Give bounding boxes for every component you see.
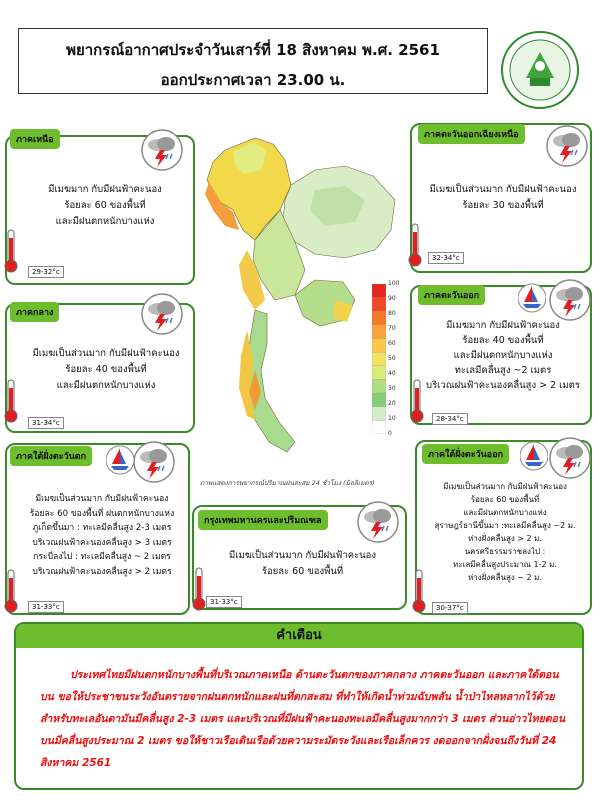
- legend-swatch: [372, 407, 386, 421]
- warning-text: ประเทศไทยมีฝนตกหนักบางพื้นที่บริเวณภาคเหนือ ด้านตะวันตกของภาคกลาง ภาคตะวันออก และภาคใต้ตอนบน ขอให้ประชาชนระวังอันตรายจากฝนตกหนักและฝนที่ตกสะสม ที่ทำให้เกิดน้ำท่วมฉับพลัน น้ำป่าไหลหลากไว้ด้วย สำหรับทะเลอันดามันมีคลื่นสูง 2-3 เมตร และบริเวณที่มีฝนฟ้าคะนองทะเลมีคลื่นสูงมากกว่า 3 เมตร ส่วนอ่าวไทยตอนบนมีคลื่นสูงประมาณ 2 เมตร ขอให้ชาวเรือเดินเรือด้วยความระมัดระวังและเรือเล็กควร งดออกจากฝั่งจนถึงวันที่ 24 สิงหาคม 2561: [40, 669, 566, 769]
- thunderstorm-icon: [548, 278, 592, 322]
- thermometer-icon: [410, 378, 424, 424]
- legend-swatch: [372, 366, 386, 380]
- temp-central: 31-34°c: [28, 417, 64, 429]
- region-name-east: ภาคตะวันออก: [418, 285, 485, 305]
- thunderstorm-icon: [140, 292, 184, 336]
- thermometer-icon: [4, 378, 18, 424]
- thermometer-icon: [412, 568, 426, 614]
- thunderstorm-icon: [548, 436, 592, 480]
- forecast-text-north: มีเมฆมาก กับมีฝนฟ้าคะนอง ร้อยละ 60 ของพื้นที่ และมีฝนตกหนักบางแห่ง: [48, 184, 162, 227]
- forecast-text-bangkok: มีเมฆเป็นส่วนมาก กับมีฝนฟ้าคะนอง ร้อยละ 60 ของพื้นที่: [228, 550, 377, 577]
- thermometer-icon: [4, 228, 18, 274]
- forecast-text-northeast: มีเมฆเป็นส่วนมาก กับมีฝนฟ้าคะนอง ร้อยละ 30 ของพื้นที่: [429, 184, 577, 211]
- thermometer-icon: [4, 568, 18, 614]
- forecast-text-south-west: มีเมฆเป็นส่วนมาก กับมีฝนฟ้าคะนอง ร้อยละ 60 ของพื้นที่ ฝนตกหนักบางแห่ง ภูเก็ตขึ้นมา : ทะเลมีคลื่นสูง 2-3 เมตร บริเวณฝนฟ้าคะนองคลื่นสูง > 3 เมตร กระบี่ลงไป : ทะเลมีคลื่นสูง ~ 2 เมตร บริเวณฝนฟ้าคะนองคลื่นสูง > 2 เมตร: [29, 494, 175, 577]
- region-name-south-west: ภาคใต้ฝั่งตะวันตก: [10, 446, 92, 466]
- forecast-text-south-east: มีเมฆเป็นส่วนมาก กับมีฝนฟ้าคะนอง ร้อยละ 60 ของพื้นที่ และมีฝนตกหนักบางแห่ง สุราษฎร์ธานีขึ้นมา :ทะเลมีคลื่นสูง ~2 ม. ห่างฝั่งคลื่นสูง > 2 ม. นครศรีธรรมราชลงไป : ทะเลมีคลื่นสูงประมาณ 1-2 ม. ห่างฝั่งคลื่นสูง ~ 2 ม.: [434, 482, 576, 582]
- thunderstorm-icon: [140, 128, 184, 172]
- map-caption: ภาพแสดงการพยากรณ์ปริมาณฝนสะสม 24 ชั่วโมง (มิลลิเมตร): [200, 479, 375, 487]
- boat-icon: [518, 282, 546, 314]
- region-name-north: ภาคเหนือ: [10, 129, 60, 149]
- thunderstorm-icon: [356, 500, 400, 544]
- legend-swatch: [372, 352, 386, 366]
- legend-swatch: [372, 420, 386, 434]
- legend-ticks: [388, 282, 408, 436]
- legend-tick-label: 10: [388, 415, 396, 422]
- legend-swatch: [372, 325, 386, 339]
- region-name-south-east: ภาคใต้ฝั่งตะวันออก: [422, 444, 509, 464]
- legend-swatch: [372, 393, 386, 407]
- legend-tick-label: 90: [388, 295, 396, 302]
- thermometer-icon: [408, 222, 422, 268]
- legend-tick-label: 0: [388, 430, 392, 437]
- region-name-northeast: ภาคตะวันออกเฉียงเหนือ: [418, 124, 525, 144]
- legend-swatch: [372, 339, 386, 353]
- legend-swatch: [372, 311, 386, 325]
- temp-south-east: 30-37°c: [432, 602, 468, 614]
- region-name-bangkok: กรุงเทพมหานครและปริมณฑล: [198, 510, 328, 530]
- forecast-text-east: มีเมฆมาก กับมีฝนฟ้าคะนอง ร้อยละ 40 ของพื้นที่ และมีฝนตกหนักบางแห่ง ทะเลมีคลื่นสูง ~2 เมตร บริเวณฝนฟ้าคะนองคลื่นสูง > 2 เมตร: [426, 320, 580, 391]
- temp-north: 29-32°c: [28, 266, 64, 278]
- legend-tick-label: 20: [388, 400, 396, 407]
- thunderstorm-icon: [545, 124, 589, 168]
- tmd-logo: [500, 30, 580, 110]
- issue-time: ออกประกาศเวลา 23.00 น.: [160, 71, 346, 89]
- legend-tick-label: 40: [388, 370, 396, 377]
- temp-bangkok: 31-33°c: [206, 596, 242, 608]
- legend-tick-label: 30: [388, 385, 396, 392]
- legend-tick-label: 80: [388, 310, 396, 317]
- temp-northeast: 32-34°c: [428, 252, 464, 264]
- legend-tick-label: 60: [388, 340, 396, 347]
- thermometer-icon: [192, 566, 206, 612]
- temp-east: 28-34°c: [432, 413, 468, 425]
- region-name-central: ภาคกลาง: [10, 302, 59, 322]
- legend-tick-label: 70: [388, 325, 396, 332]
- legend-swatch: [372, 284, 386, 298]
- header-box: [18, 28, 488, 94]
- legend-tick-label: 100: [388, 280, 400, 287]
- rainfall-legend: [372, 284, 386, 434]
- legend-swatch: [372, 298, 386, 312]
- thunderstorm-icon: [132, 440, 176, 484]
- legend-tick-label: 50: [388, 355, 396, 362]
- boat-icon: [106, 444, 134, 476]
- forecast-title: พยากรณ์อากาศประจำวันเสาร์ที่ 18 สิงหาคม พ.ศ. 2561: [66, 41, 440, 59]
- boat-icon: [520, 440, 548, 472]
- forecast-text-central: มีเมฆเป็นส่วนมาก กับมีฝนฟ้าคะนอง ร้อยละ 40 ของพื้นที่ และมีฝนตกหนักบางแห่ง: [32, 348, 180, 391]
- legend-swatch: [372, 379, 386, 393]
- temp-south-west: 31-33°c: [28, 601, 64, 613]
- warning-title: คำเตือน: [16, 624, 582, 648]
